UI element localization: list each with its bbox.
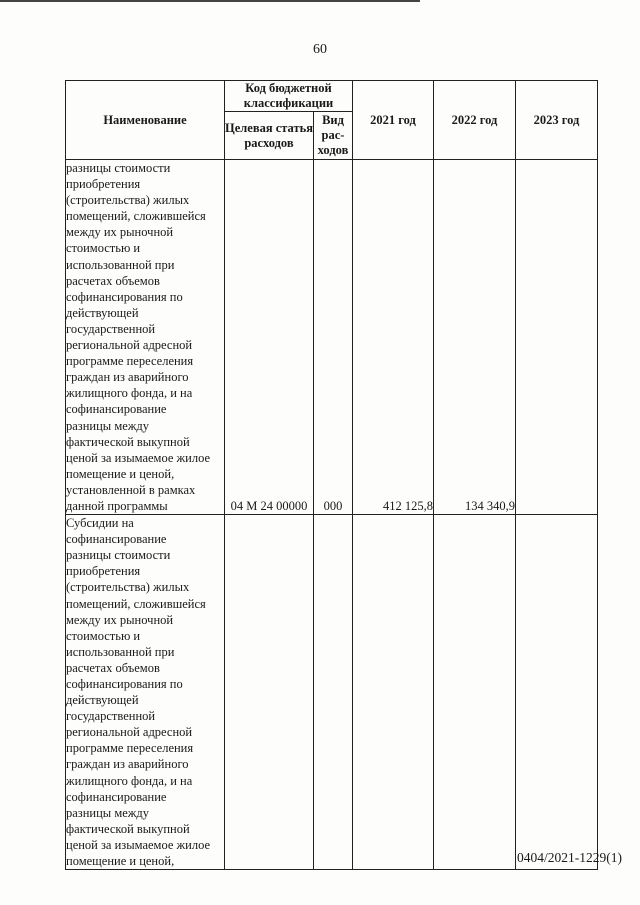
header-target-article: Целевая статья расходов bbox=[225, 112, 314, 160]
document-code: 0404/2021-1229(1) bbox=[517, 850, 622, 865]
row-target-article: 04 М 24 00000 bbox=[225, 160, 314, 515]
header-expense-type: Вид рас-ходов bbox=[314, 112, 353, 160]
row-year-2022 bbox=[434, 515, 516, 870]
row-expense-type: 000 bbox=[314, 160, 353, 515]
row-expense-type bbox=[314, 515, 353, 870]
table-row bbox=[66, 515, 598, 870]
header-year-2022: 2022 год bbox=[434, 81, 516, 160]
row-target-article bbox=[225, 515, 314, 870]
header-year-2021: 2021 год bbox=[353, 81, 434, 160]
header-budget-code-group: Код бюджетной классификации bbox=[225, 81, 353, 112]
row-name: Субсидии на софинансирование разницы стоимости приобретения (строительства) жилых помещений, сложившейся между их рыночной стоимостью и использованной при расчетах объемов софинансирования по действующей государственной региональной адресной программе переселения граждан из аварийного жилищного фонда, и на софинансирование разницы между фактической выкупной ценой за изымаемое жилое помещение и ценой, bbox=[66, 515, 225, 870]
top-rule bbox=[0, 0, 420, 2]
row-year-2022: 134 340,9 bbox=[434, 160, 516, 515]
table-row bbox=[66, 160, 598, 515]
header-name: Наименование bbox=[66, 81, 225, 160]
row-year-2023 bbox=[516, 515, 598, 870]
row-year-2023 bbox=[516, 160, 598, 515]
budget-table bbox=[65, 80, 598, 870]
header-year-2023: 2023 год bbox=[516, 81, 598, 160]
page-number: 60 bbox=[313, 42, 327, 57]
row-name: разницы стоимости приобретения (строительства) жилых помещений, сложившейся между их рыночной стоимостью и использованной при расчетах объемов софинансирования по действующей государственной региональной адресной программе переселения граждан из аварийного жилищного фонда, и на софинансирование разницы между фактической выкупной ценой за изымаемое жилое помещение и ценой, установленной в рамках данной программы bbox=[66, 160, 225, 515]
row-year-2021 bbox=[353, 515, 434, 870]
row-year-2021: 412 125,8 bbox=[353, 160, 434, 515]
